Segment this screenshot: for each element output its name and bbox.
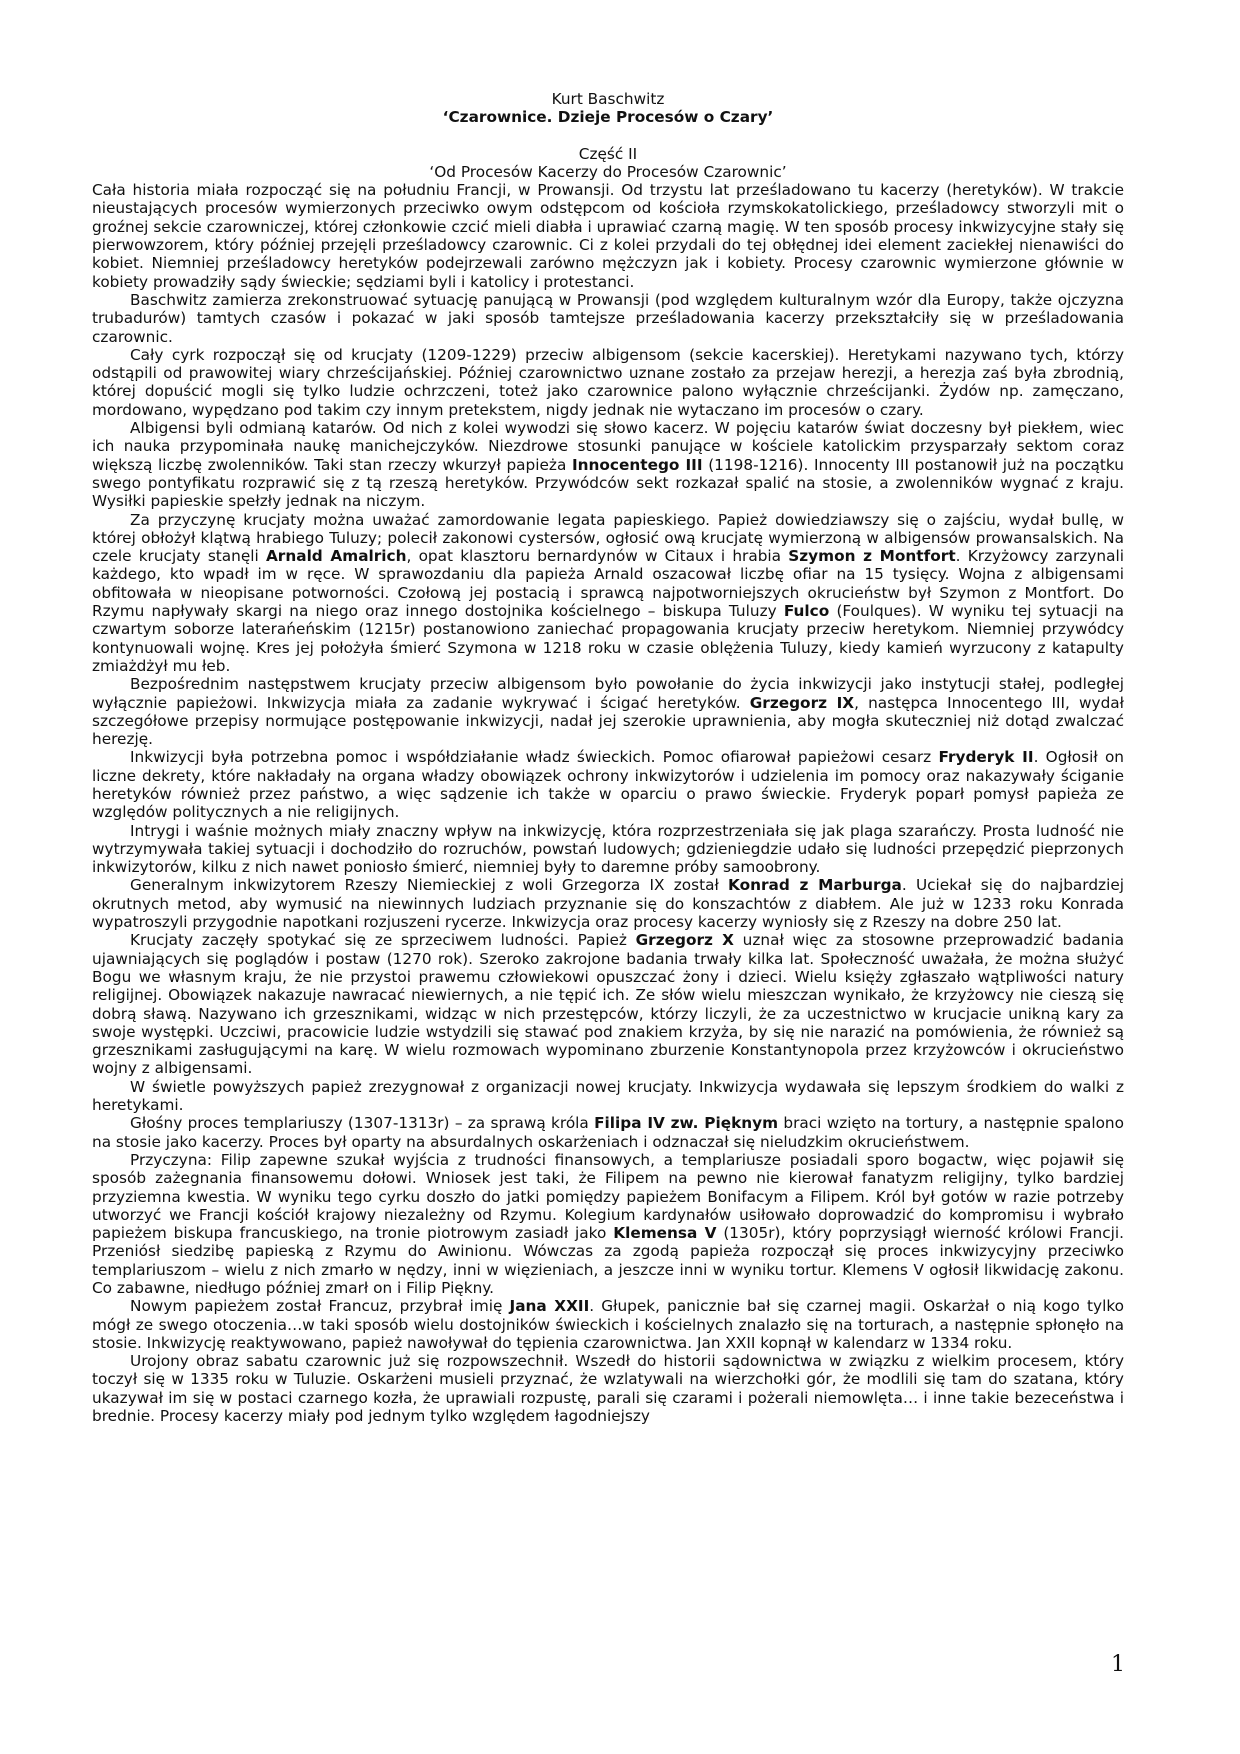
part-label: Część II <box>578 144 638 163</box>
author-name: Kurt Baschwitz <box>551 90 665 108</box>
bold-name: Szymon z Montfort <box>788 547 956 566</box>
paragraph: Przyczyna: Filip zapewne szukał wyjścia z trudności finansowych, a templariusze posiadali sporo bogactw, więc pojawił się sposób zażegnania finansowemu dołowi. Wniosek jest taki, że Filipem na pewno nie kierował fanatyzm religijny, tylko bardziej przyziemna kwestia. W wyniku tego cyrku doszło do jatki pomiędzy papieżem Bonifacym a Filipem. Król był gotów w razie potrzeby utworzyć we Francji kościół krajowy niezależny od Rzymu. Kolegium kardynałów usiłowało doprowadzić do kompromisu i wybrało papieżem biskupa francuskiego, na tronie piotrowym zasiadł jako Klemensa V (1305r), który poprzysiągł wierność królowi Francji. Przeniósł siedzibę papieską z Rzymu do Awinionu. Wówczas za zgodą papieża rozpoczął się proces inkwizycyjny przeciwko templariuszom – wielu z nich zmarło w nędzy, inni w więzieniach, a jeszcze inni w wyniku tortur. Klemens V ogłosił likwidację zakonu. Co zabawne, niedługo później zmarł on i Filip Piękny. <box>92 1150 1124 1297</box>
paragraph: Baschwitz zamierza zrekonstruować sytuację panującą w Prowansji (pod względem kulturalnym wzór dla Europy, także ojczyzna trubadurów) tamtych czasów i pokazać w jaki sposób tamtejsze prześladowania kacerzy przekształciły się w prześladowania czarownic. <box>92 290 1124 346</box>
paragraph: Intrygi i waśnie możnych miały znaczny wpływ na inkwizycję, która rozprzestrzeniała się jak plaga szarańczy. Prosta ludność nie wytrzymywała takiej sytuacji i dochodziło do rozruchów, powstań ludowych; gdzieniegdzie udało się ludności przepędzić pieprzonych inkwizytorów, kilku z nich nawet poniosło śmierć, niemniej były to daremne próby samoobrony. <box>92 821 1124 877</box>
paragraph: Bezpośrednim następstwem krucjaty przeciw albigensom było powołanie do życia inkwizycji jako instytucji stałej, podległej wyłącznie papieżowi. Inkwizycja miała za zadanie wykrywać i ścigać heretyków. Grzegorz IX, następca Innocentego III, wydał szczegółowe przepisy normujące postępowanie inkwizycji, nadał jej szerokie uprawnienia, aby mogła skuteczniej niż dotąd zwalczać herezję. <box>92 675 1125 749</box>
bold-name: Konrad z Marburga <box>728 876 902 895</box>
bold-name: Arnald Amalrich <box>265 547 407 566</box>
document-page <box>92 90 1124 1425</box>
section-subtitle: ‘Od Procesów Kacerzy do Procesów Czarownic’ <box>429 162 787 181</box>
paragraph: Generalnym inkwizytorem Rzeszy Niemieckiej z woli Grzegorza IX został Konrad z Marburga. Uciekał się do najbardziej okrutnych metod, aby wymusić na niewinnych ludziach przyznanie się do konszachtów z diabłem. Ale już w 1233 roku Konrada wypatroszyli przygodnie napotkani rozjuszeni rycerze. Inkwizycja oraz procesy kacerzy wyniosły się z Rzeszy na dobre 250 lat. <box>92 876 1124 932</box>
bold-name: Filipa IV zw. Pięknym <box>594 1114 779 1133</box>
bold-name: Fryderyk II <box>938 748 1034 767</box>
paragraph: Nowym papieżem został Francuz, przybrał imię Jana XXII. Głupek, panicznie bał się czarnej magii. Oskarżał o nią kogo tylko mógł ze swego otoczenia…w taki sposób wielu dostojników świeckich i kościelnych znalazło się na torturach, a następnie spłonęło na stosie. Inkwizycję reaktywowano, papież nawoływał do tępienia czarownictwa. Jan XXII kopnął w kalendarz w 1334 roku. <box>92 1297 1124 1352</box>
bold-name: Grzegorz IX <box>749 693 855 712</box>
bold-name: Fulco <box>783 602 830 621</box>
spacer <box>92 127 1124 145</box>
paragraph: Za przyczynę krucjaty można uważać zamordowanie legata papieskiego. Papież dowiedziawszy się o zajściu, wydał bullę, w której obłożył klątwą hrabiego Tuluzy; polecił zakonowi cystersów, ogłosić ową krucjatę wymierzoną w albigensów prowansalskich. Na czele krucjaty stanęli Arnald Amalrich, opat klasztoru bernardynów w Citaux i hrabia Szymon z Montfort. Krzyżowcy zarzynali każdego, kto wpadł im w ręce. W sprawozdaniu dla papieża Arnald oszacował liczbę ofiar na 15 tysięcy. Wojna z albigensami obfitowała w nieopisane potworności. Czołową jej postacią i sprawcą najpotworniejszych okrucieństw był Szymon z Montfort. Do Rzymu napływały skargi na niego oraz innego dostojnika kościelnego – biskupa Tuluzy Fulco (Foulques). W wyniku tej sytuacji na czwartym soborze laterańeńskim (1215r) postanowiono zaniechać propagowania krucjaty przeciw heretykom. Niemniej przywódcy kontynuowali wojnę. Kres jej położyła śmierć Szymona w 1218 roku w czasie oblężenia Tuluzy, kiedy kamień wyrzucony z katapulty zmiażdżył mu łeb. <box>92 510 1124 675</box>
paragraph: Albigensi byli odmianą katarów. Od nich z kolei wywodzi się słowo kacerz. W pojęciu katarów świat doczesny był piekłem, wiec ich nauka przypominała naukę manichejczyków. Niezdrowe stosunki panujące w kościele katolickim przysparzały sektom coraz większą liczbę zwolenników. Taki stan rzeczy wkurzył papieża Innocentego III (1198-1216). Innocenty III postanowił już na początku swego pontyfikatu rozprawić się z tą rzeszą heretyków. Przywódców sekt rozkazał spalić na stosie, a zwolenników wygnać z kraju. Wysiłki papieskie spełzły jednak na niczym. <box>92 419 1125 511</box>
body-text <box>92 181 1124 1425</box>
bold-name: Klemensa V <box>613 1224 717 1243</box>
paragraph: Cała historia miała rozpocząć się na południu Francji, w Prowansji. Od trzystu lat prześladowano tu kacerzy (heretyków). W trakcie nieustających procesów wymierzonych przeciwko owym odstępcom od kościoła rzymskokatolickiego, prześladowcy stworzyli mit o groźnej sekcie czarowniczej, której członkowie czcić mieli diabła i uprawiać czarną magię. W ten sposób procesy inkwizycyjne stały się pierwowzorem, który później przejęli prześladowcy czarownic. Ci z kolei przydali do tej obłędnej idei element zaciekłej nienawiści do kobiet. Niemniej prześladowcy heretyków podejrzewali zarówno mężczyzn jak i kobiety. Procesy czarownic wymierzone głównie w kobiety prowadziły sądy świeckie; sędziami byli i katolicy i protestanci. <box>92 181 1124 291</box>
paragraph: Krucjaty zaczęły spotykać się ze sprzeciwem ludności. Papież Grzegorz X uznał więc za stosowne przeprowadzić badania ujawniających się poglądów i postaw (1270 rok). Szeroko zakrojone badania trwały kilka lat. Społeczność uważała, że można służyć Bogu we własnym kraju, że nie przystoi prawemu człowiekowi opuszczać żony i dzieci. Wielu księży zgłaszało wątpliwości natury religijnej. Obowiązek nakazuje nawracać niewiernych, a nie tępić ich. Ze słów wielu mieszczan wynikało, że krzyżowcy nie cieszą się dobrą sławą. Nazywano ich grzesznikami, widząc w nich przestępców, którzy liczyli, że za uczestnictwo w krucjacie unikną kary za swoje występki. Uczciwi, pracowicie ludzie wstydzili się stawać pod znakiem krzyża, by się nie narazić na pomówienia, że również są grzesznikami zasługującymi na karę. W wielu rozmowach wypominano zburzenie Konstantynopola przez krzyżowców i okrucieństwo wojny z albigensami. <box>92 931 1125 1078</box>
paragraph: Cały cyrk rozpoczął się od krucjaty (1209-1229) przeciw albigensom (sekcie kacerskiej). Heretykami nazywano tych, którzy odstąpili od prawowitej wiary chrześcijańskiej. Później czarownictwo uznane zostało za przejaw herezji, a herezja zaś była zbrodnią, której dopuścić mogli się tylko ludzie ochrzczeni, toteż jako czarownice palono wyłącznie chrześcijanki. Żydów np. zamęczano, mordowano, wypędzano pod takim czy innym pretekstem, nigdy jednak nie wytaczano im procesów o czary. <box>92 345 1124 419</box>
paragraph: W świetle powyższych papież zrezygnował z organizacji nowej krucjaty. Inkwizycja wydawała się lepszym środkiem do walki z heretykami. <box>92 1077 1124 1115</box>
paragraph: Urojony obraz sabatu czarownic już się rozpowszechnił. Wszedł do historii sądownictwa w związku z wielkim procesem, który toczył się w 1335 roku w Tuluzie. Oskarżeni musieli przyznać, że wzlatywali na wierzchołki gór, że modlili się tam do szatana, który ukazywał im się w postaci czarnego kozła, że uprawiali rozpustę, parali się czarami i pożerali niemowlęta… i inne takie bezeceństwa i brednie. Procesy kacerzy miały pod jednym tylko względem łagodniejszy <box>92 1352 1124 1426</box>
paragraph: Inkwizycji była potrzebna pomoc i współdziałanie władz świeckich. Pomoc ofiarował papieżowi cesarz Fryderyk II. Ogłosił on liczne dekrety, które nakładały na organa władzy obowiązek ochrony inkwizytorów i udzielenia im pomocy oraz nakazywały ściganie heretyków również przez państwo, a więc sądzenie ich także w oparciu o prawo świeckie. Fryderyk poparł pomysł papieża ze względów politycznych a nie religijnych. <box>92 748 1124 822</box>
book-title: ‘Czarownice. Dzieje Procesów o Czary’ <box>442 108 774 127</box>
bold-name: Grzegorz X <box>635 931 734 950</box>
paragraph: Głośny proces templariuszy (1307-1313r) – za sprawą króla Filipa IV zw. Pięknym braci wzięto na tortury, a następnie spalono na stosie jako kacerzy. Proces był oparty na absurdalnych oskarżeniach i odznaczał się nieludzkim okrucieństwem. <box>92 1114 1124 1151</box>
bold-name: Innocentego III <box>571 455 703 474</box>
bold-name: Jana XXII <box>509 1297 590 1316</box>
page-number: 1 <box>1111 1652 1125 1677</box>
header <box>92 90 1124 181</box>
